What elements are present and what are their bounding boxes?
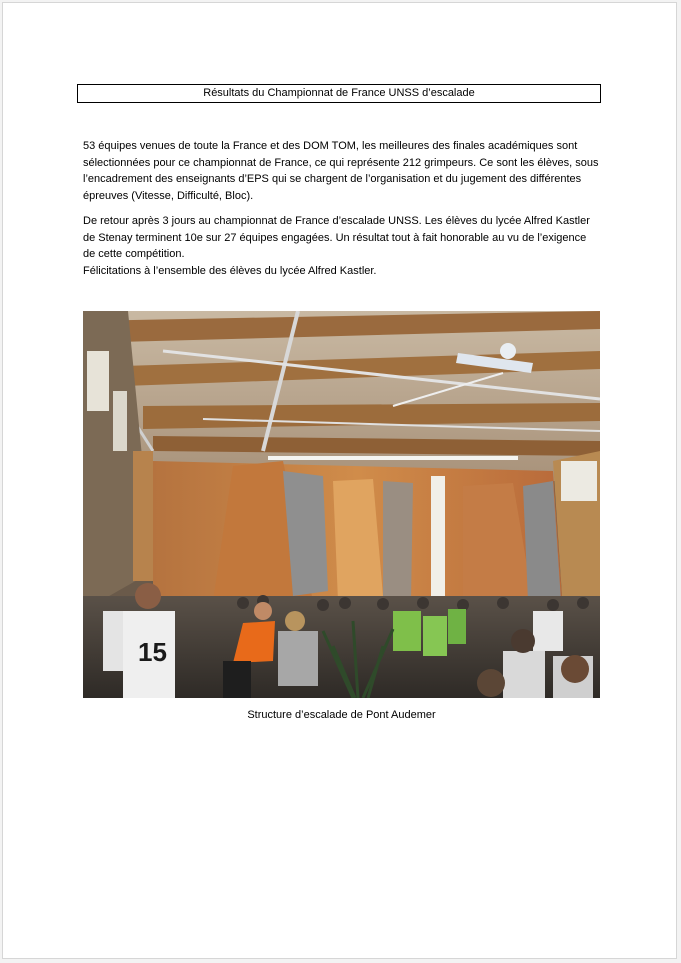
- climbing-wall-photo: [83, 311, 600, 698]
- photo-caption: Structure d’escalade de Pont Audemer: [247, 709, 436, 721]
- document-page: [2, 2, 677, 959]
- document-title: Résultats du Championnat de France UNSS d’escalade: [77, 84, 601, 103]
- paragraph-results: [83, 213, 601, 279]
- paragraph-results-text: De retour après 3 jours au championnat de France d’escalade UNSS. Les élèves du lycée Alfred Kastler de Stenay terminent 10e sur 27 équipes engagées. Un résultat tout à fait honorable au vu de l’exigence de cette compétition.: [83, 215, 590, 260]
- congratulations-text: Félicitations à l’ensemble des élèves du lycée Alfred Kastler.: [83, 264, 377, 277]
- jersey-number: 15: [138, 637, 167, 667]
- paragraph-intro: 53 équipes venues de toute la France et des DOM TOM, les meilleures des finales académiques sont sélectionnées pour ce championnat de France, ce qui représente 212 grimpeurs. Ce sont les élèves, sous l’encadrement des enseignants d’EPS qui se chargent de l’organisation et du jugement des différentes épreuves (Vitesse, Difficulté, Bloc).: [83, 140, 599, 202]
